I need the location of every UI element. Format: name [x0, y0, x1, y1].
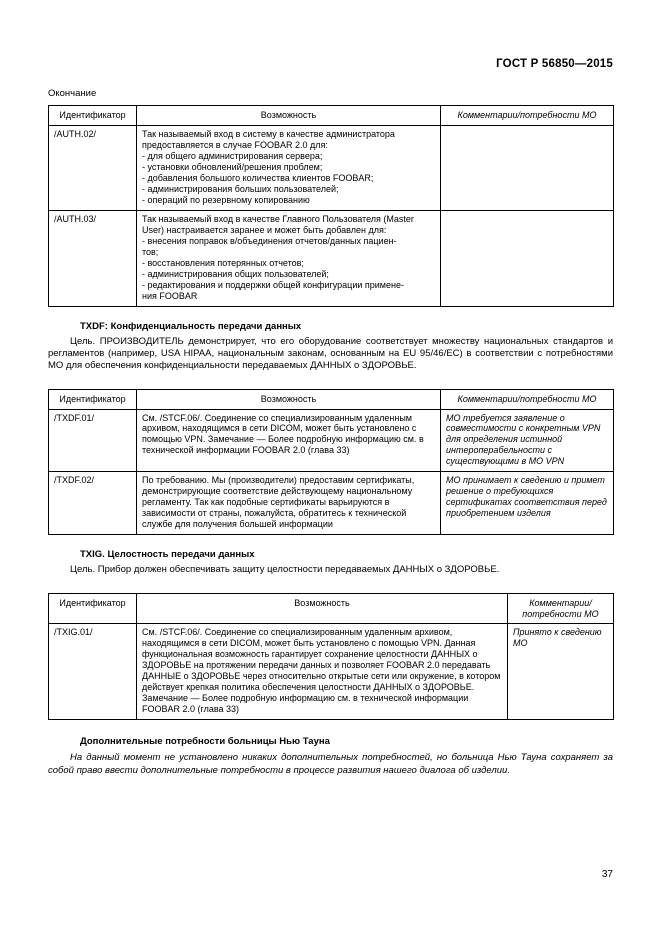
table-header-row [49, 389, 614, 409]
possibility-list [142, 151, 435, 206]
list-item: - внесения поправок в/объединения отчетов/данных пациен- [142, 235, 397, 246]
th-identifier: Идентификатор [49, 389, 137, 409]
cell-identifier: /TXDF.02/ [49, 472, 137, 535]
possibility-list [142, 236, 435, 302]
cell-comment: Принято к сведению МО [508, 624, 614, 720]
th-comment: Комментарии/потребности МО [441, 106, 614, 126]
section-goal-txdf: Цель. ПРОИЗВОДИТЕЛЬ демонстрирует, что его оборудование соответствует множеству национальных стандартов и регламентов (например, USA HIPAA, национальным законам, основанным на EU 95/46/EC) в соответствии с потребностями МО для обеспечения конфиденциальности передаваемых ДАННЫХ о ЗДОРОВЬЕ. [48, 335, 613, 372]
cell-possibility [137, 125, 441, 210]
th-identifier: Идентификатор [49, 593, 137, 624]
th-possibility: Возможность [137, 389, 441, 409]
cell-identifier: /AUTH.03/ [49, 210, 137, 306]
section-title-additional: Дополнительные потребности больницы Нью Тауна [80, 736, 330, 748]
list-item: - администрирования общих пользователей; [142, 268, 329, 279]
cell-possibility: См. /STCF.06/. Соединение со специализированным удаленным архивом, находящимся в сети DICOM, может быть установлено с помощью VPN. Замечание — Более подробную информацию см. в технической информации FOOBAR 2.0 (глава 33) [137, 409, 441, 472]
table-row [49, 624, 614, 720]
table-row [49, 125, 614, 210]
table-txdf [48, 389, 614, 536]
page-header: ГОСТ Р 56850—2015 [496, 58, 613, 70]
cell-possibility [137, 210, 441, 306]
page-number: 37 [601, 869, 613, 880]
list-item: - восстановления потерянных отчетов; [142, 257, 304, 268]
page-content [48, 88, 613, 777]
cell-comment [441, 210, 614, 306]
table-row [49, 210, 614, 306]
list-item: тов; [142, 246, 159, 257]
possibility-lead: Так называемый вход в качестве Главного Пользователя (Master User) настраивается заранее и может быть добавлен для: [142, 213, 414, 235]
cell-identifier: /TXIG.01/ [49, 624, 137, 720]
list-item: - операций по резервному копированию [142, 194, 310, 205]
section-title-txdf: TXDF: Конфиденциальность передачи данных [80, 320, 302, 332]
table-txig [48, 593, 614, 721]
cell-comment: МО требуется заявление о совместимости с конкретным VPN для определения истинной интероперабельности с существующими в МО VPN [441, 409, 614, 472]
table-row [49, 409, 614, 472]
section-goal-txig: Цель. Прибор должен обеспечивать защиту целостности передаваемых ДАННЫХ о ЗДОРОВЬЕ. [70, 564, 500, 576]
th-comment: Комментарии/ потребности МО [508, 593, 614, 624]
th-comment: Комментарии/потребности МО [441, 389, 614, 409]
cell-possibility: См. /STCF.06/. Соединение со специализированным удаленным архивом, находящимся в сети DICOM, может быть установлено с помощью VPN. Данная функциональная возможность гарантирует сохранение целостности ДАННЫХ о ЗДОРОВЬЕ на протяжении передачи данных и позволяет FOOBAR 2.0 передавать ДАННЫЕ о ЗДОРОВЬЕ через относительно открытые сети или окружение, в котором действует крепкая политика обеспечения целостности ДАННЫХ о ЗДОРОВЬЕ. Замечание — Более подробную информацию см. в технической информации FOOBAR 2.0 (глава 33) [137, 624, 508, 720]
th-possibility: Возможность [137, 106, 441, 126]
list-item: - установки обновлений/решения проблем; [142, 161, 323, 172]
table-header-row [49, 593, 614, 624]
section-title-txig: TXIG. Целостность передачи данных [80, 549, 255, 561]
cell-comment [441, 125, 614, 210]
th-possibility: Возможность [137, 593, 508, 624]
cell-identifier: /TXDF.01/ [49, 409, 137, 472]
list-item: ния FOOBAR [142, 290, 198, 301]
table-auth [48, 105, 614, 307]
cell-comment: МО принимает к сведению и примет решение о требующихся сертификатах соответствия перед приобретением изделия [441, 472, 614, 535]
table-row [49, 472, 614, 535]
section-text-additional: На данный момент не установлено никаких дополнительных потребностей, но больница Нью Тауна сохраняет за собой право ввести дополнительные потребности в процессе развития нашего диалога об изделии. [48, 752, 613, 776]
list-item: - для общего администрирования сервера; [142, 150, 323, 161]
list-item: - редактирования и поддержки общей конфигурации примене- [142, 279, 404, 290]
th-identifier: Идентификатор [49, 106, 137, 126]
cell-identifier: /AUTH.02/ [49, 125, 137, 210]
possibility-lead: Так называемый вход в систему в качестве администратора предоставляется в случае FOOBAR 2.0 для: [142, 128, 395, 150]
table-header-row [49, 106, 614, 126]
list-item: - администрирования больших пользователей; [142, 183, 339, 194]
table-continuation-label: Окончание [48, 88, 97, 99]
cell-possibility: По требованию. Мы (производители) предоставим сертификаты, демонстрирующие соответствие действующему национальному регламенту. Так как подобные сертификаты варьируются в зависимости от страны, пожалуйста, обратитесь к технической службе для получения большей информации [137, 472, 441, 535]
list-item: - добавления большого количества клиентов FOOBAR; [142, 172, 374, 183]
